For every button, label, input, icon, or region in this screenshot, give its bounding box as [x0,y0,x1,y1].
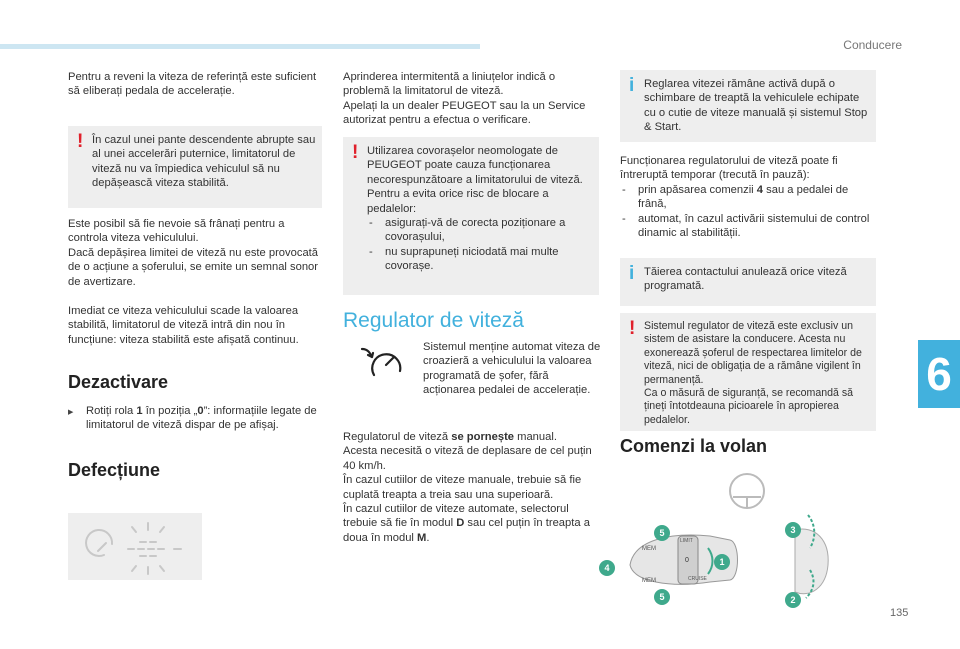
warning-icon: ! [77,131,84,152]
warning-mats-item: - asigurați-vă de corecta poziționare a covorașului, [367,216,593,245]
pause-paragraph [620,154,876,240]
regulator-conditions: Regulatorul de viteză se pornește manual. Acesta necesită o viteză de deplasare de cel puțin 40 km/h. În cazul cutiilor de viteze manuale, trebuie să fie cuplată treapta a treia sau una superioară. În cazul cutiilor de viteze automate, selectorul trebuie să fie în modul D sau cel puțin în treapta a doua în modul M. [343,431,592,544]
defect-illustration [68,513,202,580]
heading-defectiune: Defecțiune [68,460,161,480]
regulator-intro: Sistemul menține automat viteza de croazieră a vehiculului la valoarea programată de șofer, fără acționarea pedalei de accelerație. [423,341,601,397]
fault-paragraph [343,70,599,128]
warning-mats-b: Pentru a evita orice risc de blocare a pedalelor: [367,188,549,215]
steering-wheel-stalk-illustration [590,470,890,610]
paragraph-resume: Imediat ce viteza vehiculului scade la valoarea stabilită, limitatorul de viteză intră din nou în funcțiune: viteza stabilită este afișată continuu. [68,305,299,346]
svg-text:4: 4 [604,563,610,573]
svg-text:LIMIT: LIMIT [680,538,693,544]
warning-box-mats [343,137,599,295]
paragraph-brake [68,217,324,289]
heading-regulator: Regulator de viteză [343,309,524,332]
info-text-2: Tăierea contactului anulează orice viteză programată. [644,266,847,293]
warning-box-assist [620,313,876,431]
fault-paragraph-b: Apelați la un dealer PEUGEOT sau la un Service autorizat pentru a efectua o verificare. [343,99,586,127]
warning-text: În cazul unei pante descendente abrupte sau al unei accelerări puternice, limitatorul de viteză nu va împiedica vehiculul să nu depășească viteza stabilită. [92,134,316,190]
chapter-tab: 6 [918,340,960,408]
heading-dezactivare: Dezactivare [68,372,169,392]
svg-text:3: 3 [790,525,796,535]
heading-comenzi: Comenzi la volan [620,436,768,456]
pause-intro: Funcționarea regulatorului de viteză poate fi întreruptă temporar (trecută în pauză): [620,155,838,182]
dezactivare-bullet: ▶ Rotiți rola 1 în poziția „0”: informațiile legate de limitatorul de viteză dispar de pe afișaj. [68,404,324,433]
info-box-1 [620,70,876,142]
warning-mats-text [367,144,593,274]
pause-item: - prin apăsarea comenzii 4 sau a pedalei de frână, [620,183,876,212]
warning-mats-item: - nu suprapuneți niciodată mai multe covorașe. [367,245,593,274]
warning-assist-text: Sistemul regulator de viteză este exclusiv un sistem de asistare la conducere. Acesta nu exonerează șoferul de respectarea limitelor de viteză, nici de obligația de a rămâne vigilent în permanență. Ca o măsură de siguranță, se recomandă să țineți întotdeauna picioarele în apropierea pedalelor. [644,320,862,426]
paragraph-brake-b: Dacă depășirea limitei de viteză nu este provocată de o acțiune a șoferului, se emite un semnal sonor de avertizare. [68,246,318,288]
pause-item: - automat, în cazul activării sistemului de control dinamic al stabilității. [620,212,876,241]
info-icon: i [629,75,635,96]
svg-text:0: 0 [685,557,689,564]
warning-icon: ! [352,142,359,163]
svg-text:MEM: MEM [642,578,656,584]
steering-controls-diagram [590,470,890,610]
info-text-1: Reglarea vitezei rămâne activă după o schimbare de treaptă la vehiculele echipate cu o cutie de viteze manuală și sistemul Stop & Start. [644,78,868,134]
svg-text:1: 1 [719,557,725,567]
paragraph-brake-a: Este posibil să fie nevoie să frânați pentru a controla viteza vehiculului. [68,218,285,245]
info-icon: i [629,263,635,284]
dezactivare-text [68,404,324,433]
svg-text:CRUISE: CRUISE [688,576,707,582]
svg-text:5: 5 [659,592,665,602]
section-title: Conducere [843,38,902,52]
header-bar [0,44,480,49]
svg-text:MEM: MEM [642,546,656,552]
cruise-control-icon [360,343,412,383]
svg-text:2: 2 [790,595,796,605]
speed-limiter-dashes-icon [68,513,202,580]
warning-mats-a: Utilizarea covorașelor neomologate de PEUGEOT poate cauza funcționarea necorespunzătoare a limitatorului de viteză. [367,145,583,186]
fault-paragraph-a: Aprinderea intermitentă a liniuțelor indică o problemă la limitatorul de viteză. [343,71,556,98]
warning-icon: ! [629,318,636,339]
intro-paragraph: Pentru a reveni la viteza de referință este suficient să eliberați pedala de accelerație. [68,71,317,98]
page-number: 135 [890,607,909,619]
svg-text:5: 5 [659,528,665,538]
warning-box-1 [68,126,322,208]
info-box-2 [620,258,876,306]
